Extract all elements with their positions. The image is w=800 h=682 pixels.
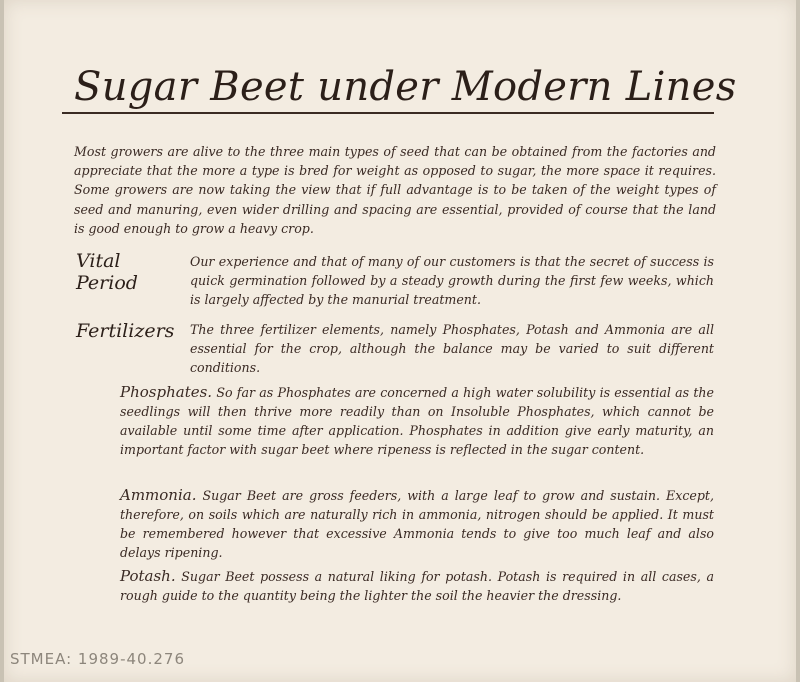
- vital-period-text: Our experience and that of many of our customers is that the secret of success is quick germination followed by a steady growth during the first few weeks, which is largely affected by the manurial treatment.: [190, 254, 714, 307]
- title-underline: [62, 112, 714, 114]
- document-page: [4, 0, 796, 682]
- phosphates-heading: Phosphates.: [120, 383, 213, 401]
- potash-text: Sugar Beet possess a natural liking for potash. Potash is required in all cases, a rough guide to the quantity being the lighter the soil the heavier the dressing.: [120, 569, 714, 603]
- intro-paragraph: Most growers are alive to the three main types of seed that can be obtained from the factories and appreciate that the more a type is bred for weight as opposed to sugar, the more space it requires. Some growers are now taking the view that if full advantage is to be taken of the weight types of seed and manuring, even wider drilling and spacing are essential, provided of course that the land is good enough to grow a heavy crop.: [74, 144, 716, 236]
- potash-heading: Potash.: [120, 567, 176, 585]
- potash-section: [120, 567, 714, 605]
- vital-heading-line1: Vital: [76, 250, 121, 272]
- ammonia-heading: Ammonia.: [120, 486, 197, 504]
- section-heading-fertilizers: Fertilizers: [76, 320, 175, 342]
- page-title: Sugar Beet under Modern Lines: [74, 64, 737, 110]
- phosphates-section: [120, 383, 714, 459]
- accession-number-stamp: STMEA: 1989-40.276: [10, 650, 185, 668]
- ammonia-text: Sugar Beet are gross feeders, with a large leaf to grow and sustain. Except, therefore, on soils which are naturally rich in ammonia, nitrogen should be applied. It must be remembered however that excessive Ammonia tends to give too much leaf and also delays ripening.: [120, 488, 714, 560]
- fertilizers-text: The three fertilizer elements, namely Phosphates, Potash and Ammonia are all essential for the crop, although the balance may be varied to suit different conditions.: [190, 322, 714, 375]
- phosphates-text: So far as Phosphates are concerned a high water solubility is essential as the seedlings will then thrive more readily than on Insoluble Phosphates, which cannot be available until some time after application. Phosphates in addition give early maturity, an important factor with sugar beet where ripeness is reflected in the sugar content.: [120, 385, 714, 457]
- vital-heading-line2: Period: [76, 272, 138, 294]
- section-heading-vital-period: [76, 250, 138, 294]
- ammonia-section: [120, 486, 714, 562]
